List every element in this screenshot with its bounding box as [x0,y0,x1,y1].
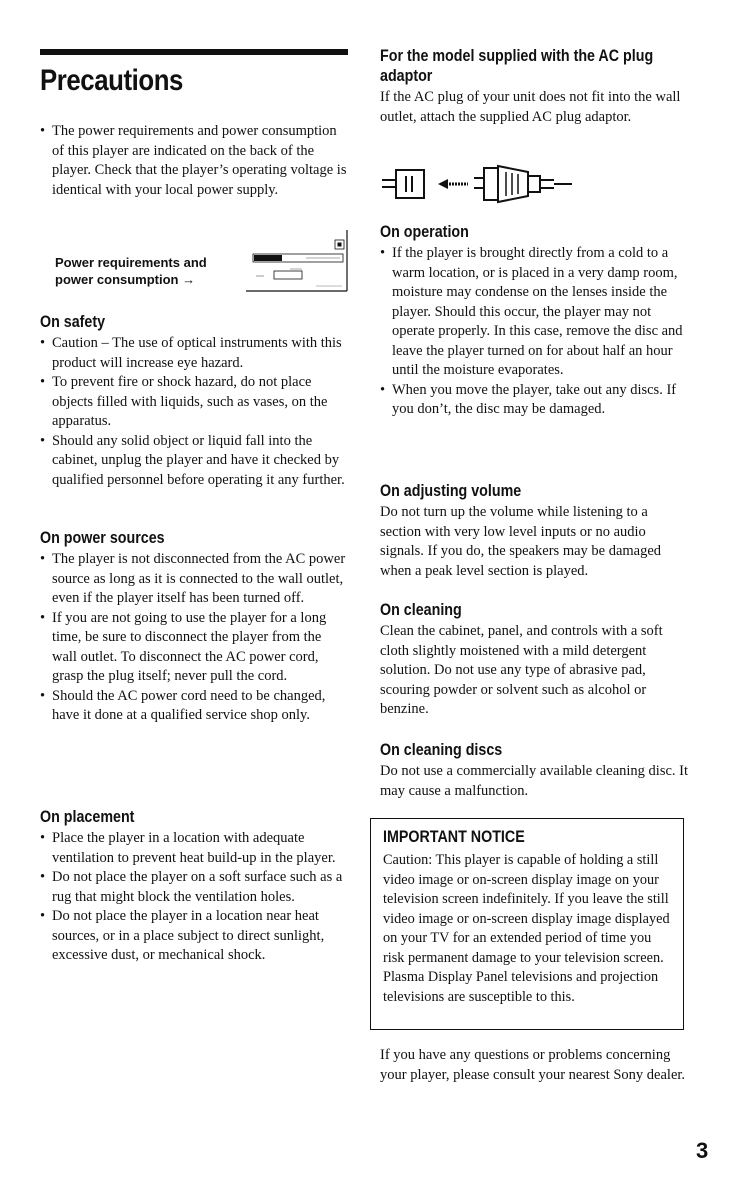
operation-item: • If the player is brought directly from a cold to a warm location, or is placed in a very damp room, moisture may condense on the lenses inside the player. Should this occur, the player may not operate properly. In this case, remove the disc and leave the player turned on for about half an hour until the moisture evaporates. [380,244,690,381]
cleaning-section [380,600,690,720]
safety-heading: On safety [40,312,106,331]
cleaning-discs-text: Do not use a commercially available cleaning disc. It may cause a malfunction. [380,763,689,799]
placement-item: • Do not place the player in a location near heat sources, or in a place subject to direct sunlight, excessive dust, or mechanical shock. [40,907,348,966]
safety-section [40,312,348,490]
ac-plug-section [380,46,690,127]
power-label-line2: power consumption [55,272,179,287]
page-number: 3 [696,1138,709,1163]
intro-section [40,122,348,200]
power-label-line1: Power requirements and [55,255,207,270]
closing-section [380,1046,690,1085]
safety-item: • Caution – The use of optical instruments with this product will increase eye hazard. [40,334,348,373]
arrow-right-icon: → [182,272,196,287]
rating-plate-icon [246,230,348,292]
cleaning-heading: On cleaning [380,600,462,619]
cleaning-discs-section [380,740,690,801]
power-sources-heading: On power sources [40,528,165,547]
power-sources-item: • If you are not going to use the player for a long time, be sure to disconnect the player from the wall outlet. To disconnect the AC power cord, grasp the plug itself; never pull the cord. [40,609,348,687]
placement-item: • Do not place the player on a soft surface such as a rug that might block the ventilation holes. [40,868,348,907]
intro-text: • The power requirements and power consumption of this player are indicated on the back of the player. Check that the player’s operating voltage is identical with your local power supply. [40,122,348,200]
closing-text: If you have any questions or problems concerning your player, please consult your nearest Sony dealer. [380,1047,686,1083]
operation-section [380,222,690,420]
ac-plug-adaptor-icon [380,160,580,206]
notice-heading: IMPORTANT NOTICE [383,827,525,846]
power-sources-item: • Should the AC power cord need to be changed, have it done at a qualified service shop only. [40,687,348,726]
operation-item: • When you move the player, take out any discs. If you don’t, the disc may be damaged. [380,381,690,420]
volume-heading: On adjusting volume [380,481,522,500]
safety-item: • To prevent fire or shock hazard, do not place objects filled with liquids, such as vases, on the apparatus. [40,373,348,432]
cleaning-text: Clean the cabinet, panel, and controls with a soft cloth slightly moistened with a mild detergent solution. Do not use any type of abrasive pad, scouring powder or solvent such as alcohol or benzine. [380,623,663,717]
placement-section [40,807,348,966]
notice-text: Caution: This player is capable of holding a still video image or on-screen display image on your television screen indefinitely. If you leave the still video image or on-screen display image displayed on your TV for an extended period of time you risk permanent damage to your television screen. Plasma Display Panel televisions and projection televisions are susceptible to this. [383,852,670,1005]
power-sources-item: • The player is not disconnected from the AC power source as long as it is connected to the wall outlet, even if the player itself has been turned off. [40,550,348,609]
volume-section [380,481,690,581]
safety-item: • Should any solid object or liquid fall into the cabinet, unplug the player and have it checked by qualified personnel before operating it any further. [40,432,348,491]
placement-item: • Place the player in a location with adequate ventilation to prevent heat build-up in the player. [40,829,348,868]
ac-plug-heading: For the model supplied with the AC plug adaptor [380,46,654,85]
cleaning-discs-heading: On cleaning discs [380,740,503,759]
volume-text: Do not turn up the volume while listening to a section with very low level inputs or no audio signals. If you do, the speakers may be damaged when a peak level section is played. [380,504,662,579]
power-requirements-label [55,254,245,288]
ac-plug-text: If the AC plug of your unit does not fit into the wall outlet, attach the supplied AC plug adaptor. [380,89,681,125]
placement-heading: On placement [40,807,135,826]
power-sources-section [40,528,348,726]
operation-heading: On operation [380,222,469,241]
title-rule [40,49,348,55]
page-title: Precautions [40,64,183,97]
important-notice-box [370,818,684,1030]
